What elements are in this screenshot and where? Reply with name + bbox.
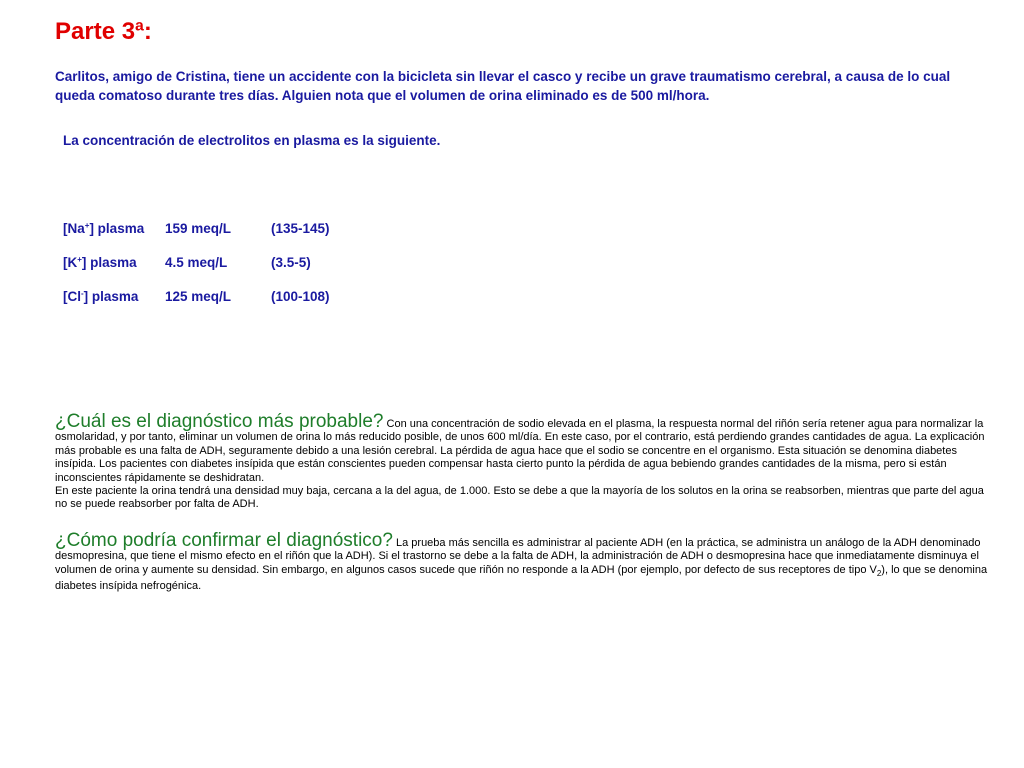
ion-charge: +	[84, 221, 90, 230]
electrolyte-range: (100-108)	[271, 289, 330, 304]
electrolyte-value: 159 meq/L	[165, 221, 232, 236]
ion-suffix: ] plasma	[81, 255, 137, 270]
ion-symbol: [K	[63, 255, 78, 270]
ion-symbol: [Na	[63, 221, 85, 236]
ion-suffix: ] plasma	[83, 289, 139, 304]
electrolyte-range: (3.5-5)	[271, 255, 311, 270]
electrolyte-value: 125 meq/L	[165, 289, 232, 304]
answer-text-density: En este paciente la orina tendrá una densidad muy baja, cercana a la del agua, de 1.000. Esto se debe a que la mayoría de los solutos en la orina se reabsorben, mientras que parte del agua no se puede reabsorber por falta de ADH.	[55, 485, 984, 511]
electrolyte-name	[63, 221, 144, 236]
answer-text: La prueba más sencilla es administrar al paciente ADH (en la práctica, se administra un análogo de la ADH denominado desmopresina, que tiene el mismo efecto en el riñón que la ADH). Si el trastorno se debe a la falta de ADH, la administración de ADH o desmopresina hace que inmediatamente disminuya el volumen de orina y aumente su densidad. Sin embargo, en algunos casos sucede que riñón no responde a la ADH (por ejemplo, por defecto de sus receptores de tipo V	[55, 537, 981, 576]
case-intro: Carlitos, amigo de Cristina, tiene un accidente con la bicicleta sin llevar el casco y recibe un grave traumatismo cerebral, a causa de lo cual queda comatoso durante tres días. Alguien nota que el volumen de orina eliminado es de 500 ml/hora.	[55, 69, 951, 103]
electrolyte-range: (135-145)	[271, 221, 330, 236]
question-heading: ¿Cómo podría confirmar el diagnóstico?	[55, 530, 393, 551]
question-confirmation	[55, 530, 995, 594]
answer-text: Con una concentración de sodio elevada en el plasma, la respuesta normal del riñón sería retener agua para normalizar la osmolaridad, y por tanto, eliminar un volumen de orina lo más reducido posible, de unos 600 ml/día. En este caso, por el contrario, está perdiendo grandes cantidades de agua. La explicación más probable es una falta de ADH, seguramente debido a una lesión cerebral. La pérdida de agua hace que el sodio se concentre en el organismo. Esta situación se denomina diabetes insípida. Los pacientes con diabetes insípida que están conscientes pueden compensar hasta cierto punto la pérdida de agua bebiendo grandes cantidades de la misma, pero si están inconscientes rápidamente se deshidratan.	[55, 418, 985, 484]
ion-charge: +	[77, 255, 82, 264]
concentration-label: La concentración de electrolitos en plasma es la siguiente.	[63, 133, 441, 148]
receptor-subscript: 2	[876, 569, 882, 578]
question-diagnosis	[55, 411, 995, 512]
ion-charge: -	[81, 289, 84, 298]
ion-symbol: [Cl	[63, 289, 81, 304]
question-heading: ¿Cuál es el diagnóstico más probable?	[55, 411, 384, 432]
answer-text-end: ), lo que se denomina diabetes insípida nefrogénica.	[55, 563, 988, 593]
slide-title: Parte 3ª:	[55, 18, 152, 45]
electrolyte-name	[63, 255, 137, 270]
ion-suffix: ] plasma	[89, 221, 145, 236]
electrolyte-value: 4.5 meq/L	[165, 255, 228, 270]
electrolyte-name	[63, 289, 138, 304]
